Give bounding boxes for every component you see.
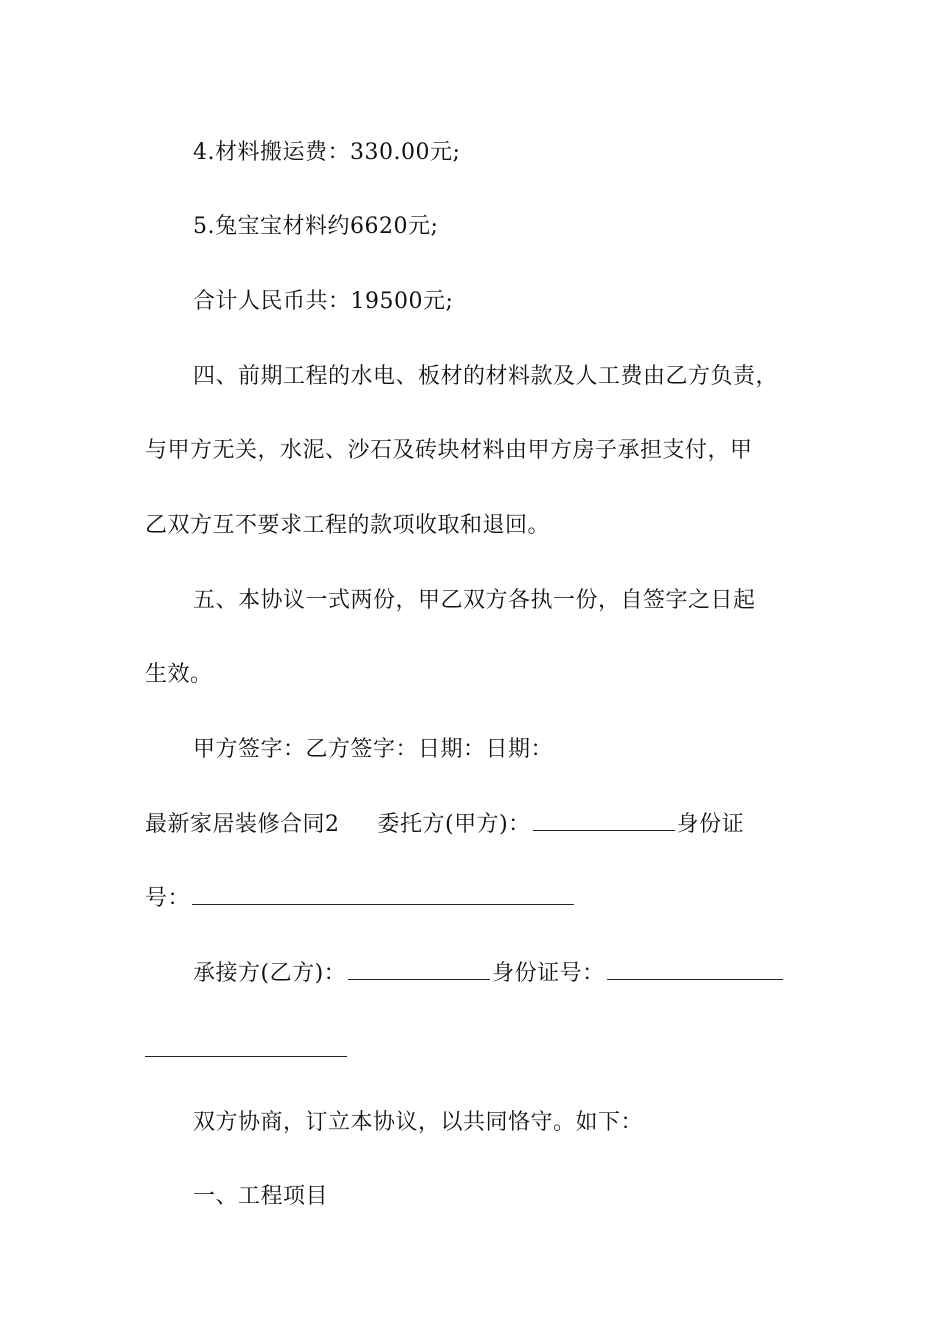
paragraph-clause-four-cont-1: 与甲方无关，水泥、沙石及砖块材料由甲方房子承担支付，甲 bbox=[145, 438, 753, 463]
paragraph-tubaobao-material: 5.兔宝宝材料约6620元; bbox=[193, 214, 439, 239]
client-label: 委托方(甲方)： bbox=[377, 812, 531, 837]
client-id-label-a: 身份证 bbox=[676, 812, 745, 837]
paragraph-material-transport: 4.材料搬运费：330.00元; bbox=[193, 140, 461, 165]
section-heading-project: 一、工程项目 bbox=[193, 1184, 329, 1209]
client-name-blank bbox=[533, 810, 675, 831]
contractor-id-label: 身份证号： bbox=[492, 961, 605, 986]
paragraph-total: 合计人民币共：19500元; bbox=[193, 289, 454, 314]
client-id-blank bbox=[192, 884, 574, 905]
paragraph-agreement: 双方协商，订立本协议，以共同恪守。如下： bbox=[193, 1110, 644, 1135]
signature-line: 甲方签字：乙方签字：日期：日期： bbox=[193, 737, 554, 762]
contract2-header-line bbox=[145, 810, 810, 840]
contractor-label: 承接方(乙方)： bbox=[193, 961, 347, 986]
contractor-id-blank-continued bbox=[145, 1056, 347, 1057]
client-id-line bbox=[145, 884, 810, 914]
contractor-line bbox=[193, 959, 810, 989]
contractor-name-blank bbox=[348, 959, 490, 980]
paragraph-clause-five-cont: 生效。 bbox=[145, 662, 213, 687]
client-id-label-b: 号： bbox=[145, 886, 191, 911]
contractor-id-blank bbox=[607, 959, 783, 980]
paragraph-clause-five: 五、本协议一式两份，甲乙双方各执一份，自签字之日起 bbox=[193, 588, 756, 613]
contract2-title: 最新家居装修合同2 bbox=[145, 812, 340, 837]
paragraph-clause-four: 四、前期工程的水电、板材的材料款及人工费由乙方负责， bbox=[193, 364, 779, 389]
paragraph-clause-four-cont-2: 乙双方互不要求工程的款项收取和退回。 bbox=[145, 513, 551, 538]
